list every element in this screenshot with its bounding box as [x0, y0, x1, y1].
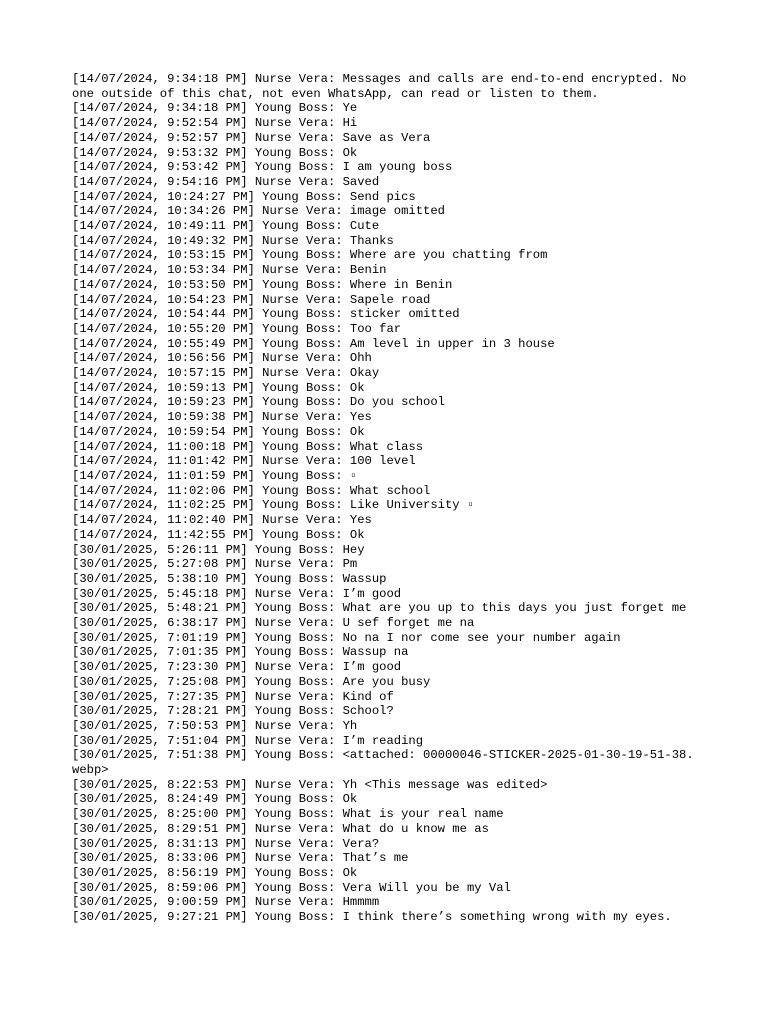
chat-message-line: [14/07/2024, 10:55:20 PM] Young Boss: Too far — [72, 321, 402, 336]
chat-message-line: [30/01/2025, 5:27:08 PM] Nurse Vera: Pm — [72, 557, 358, 572]
chat-message-line: [14/07/2024, 9:34:18 PM] Nurse Vera: Messages and calls are end-to-end encrypted. No one outside of this chat, not even WhatsApp, can read or listen to them. — [72, 72, 694, 101]
chat-message-line: [30/01/2025, 8:33:06 PM] Nurse Vera: That’s me — [72, 851, 409, 866]
chat-message-line: [14/07/2024, 11:42:55 PM] Young Boss: Ok — [72, 527, 365, 542]
chat-message-line: [30/01/2025, 7:27:35 PM] Nurse Vera: Kind of — [72, 689, 394, 704]
chat-message-line: [30/01/2025, 8:25:00 PM] Young Boss: What is your real name — [72, 807, 504, 822]
chat-message-line: [14/07/2024, 10:34:26 PM] Nurse Vera: image omitted — [72, 204, 445, 219]
chat-message-line: [14/07/2024, 10:57:15 PM] Nurse Vera: Okay — [72, 366, 380, 381]
chat-message-line: [30/01/2025, 8:56:19 PM] Young Boss: Ok — [72, 865, 358, 880]
chat-message-line: [30/01/2025, 8:59:06 PM] Young Boss: Vera Will you be my Val — [72, 880, 511, 895]
chat-message-line: [14/07/2024, 10:49:32 PM] Nurse Vera: Thanks — [72, 233, 394, 248]
chat-message-line: [14/07/2024, 11:02:25 PM] Young Boss: Like University ▫ — [72, 498, 475, 513]
chat-message-line: [14/07/2024, 9:34:18 PM] Young Boss: Ye — [72, 101, 358, 116]
chat-message-line: [14/07/2024, 10:54:23 PM] Nurse Vera: Sapele road — [72, 292, 431, 307]
chat-message-line: [14/07/2024, 10:59:38 PM] Nurse Vera: Yes — [72, 410, 372, 425]
chat-message-line: [30/01/2025, 7:23:30 PM] Nurse Vera: I’m good — [72, 660, 402, 675]
chat-message-line: [30/01/2025, 7:28:21 PM] Young Boss: School? — [72, 704, 394, 719]
chat-message-line: [30/01/2025, 7:01:35 PM] Young Boss: Wassup na — [72, 645, 409, 660]
chat-message-line: [14/07/2024, 10:53:34 PM] Nurse Vera: Benin — [72, 263, 387, 278]
chat-message-line: [30/01/2025, 6:38:17 PM] Nurse Vera: U sef forget me na — [72, 616, 475, 631]
chat-message-line: [14/07/2024, 9:53:42 PM] Young Boss: I am young boss — [72, 160, 453, 175]
chat-message-line: [14/07/2024, 10:24:27 PM] Young Boss: Send pics — [72, 189, 416, 204]
chat-message-line: [14/07/2024, 11:01:59 PM] Young Boss: ▫ — [72, 468, 358, 483]
chat-message-line: [14/07/2024, 10:55:49 PM] Young Boss: Am level in upper in 3 house — [72, 336, 555, 351]
chat-message-line: [30/01/2025, 5:45:18 PM] Nurse Vera: I’m good — [72, 586, 402, 601]
chat-message-line: [14/07/2024, 9:52:57 PM] Nurse Vera: Save as Vera — [72, 130, 431, 145]
chat-message-line: [30/01/2025, 9:27:21 PM] Young Boss: I think there’s something wrong with my eyes. — [72, 910, 672, 925]
chat-message-line: [14/07/2024, 10:59:13 PM] Young Boss: Ok — [72, 380, 365, 395]
chat-message-line: [30/01/2025, 7:50:53 PM] Nurse Vera: Yh — [72, 718, 358, 733]
chat-message-line: [30/01/2025, 7:01:19 PM] Young Boss: No na I nor come see your number again — [72, 630, 621, 645]
chat-message-line: [14/07/2024, 9:53:32 PM] Young Boss: Ok — [72, 145, 358, 160]
chat-message-line: [14/07/2024, 11:01:42 PM] Nurse Vera: 100 level — [72, 454, 416, 469]
chat-message-line: [30/01/2025, 5:48:21 PM] Young Boss: What are you up to this days you just forget me — [72, 601, 687, 616]
chat-message-line: [14/07/2024, 10:53:15 PM] Young Boss: Where are you chatting from — [72, 248, 548, 263]
chat-message-line: [30/01/2025, 7:51:38 PM] Young Boss: <attached: 00000046-STICKER-2025-01-30-19-51-38.webp> — [72, 748, 694, 778]
chat-message-line: [14/07/2024, 10:56:56 PM] Nurse Vera: Ohh — [72, 351, 372, 366]
chat-message-line: [14/07/2024, 10:59:23 PM] Young Boss: Do you school — [72, 395, 445, 410]
chat-message-line: [30/01/2025, 8:31:13 PM] Nurse Vera: Vera? — [72, 836, 380, 851]
chat-message-line: [14/07/2024, 11:00:18 PM] Young Boss: What class — [72, 439, 424, 454]
chat-message-line: [14/07/2024, 10:54:44 PM] Young Boss: sticker omitted — [72, 307, 460, 322]
chat-message-line: [30/01/2025, 7:25:08 PM] Young Boss: Are you busy — [72, 674, 431, 689]
chat-transcript — [72, 72, 696, 925]
chat-message-line: [14/07/2024, 9:52:54 PM] Nurse Vera: Hi — [72, 116, 358, 131]
chat-message-line: [14/07/2024, 9:54:16 PM] Nurse Vera: Saved — [72, 174, 380, 189]
chat-message-line: [30/01/2025, 5:38:10 PM] Young Boss: Wassup — [72, 571, 387, 586]
chat-message-line: [30/01/2025, 8:24:49 PM] Young Boss: Ok — [72, 792, 358, 807]
chat-message-line: [14/07/2024, 10:59:54 PM] Young Boss: Ok — [72, 424, 365, 439]
chat-message-line: [30/01/2025, 5:26:11 PM] Young Boss: Hey — [72, 542, 365, 557]
chat-message-line: [30/01/2025, 8:29:51 PM] Nurse Vera: What do u know me as — [72, 821, 489, 836]
chat-message-line: [14/07/2024, 10:49:11 PM] Young Boss: Cute — [72, 219, 380, 234]
chat-message-line: [30/01/2025, 7:51:04 PM] Nurse Vera: I’m reading — [72, 733, 424, 748]
chat-message-line: [30/01/2025, 9:00:59 PM] Nurse Vera: Hmmmm — [72, 895, 380, 910]
chat-message-line: [14/07/2024, 11:02:40 PM] Nurse Vera: Yes — [72, 513, 372, 528]
chat-message-line: [30/01/2025, 8:22:53 PM] Nurse Vera: Yh <This message was edited> — [72, 777, 548, 792]
chat-message-line: [14/07/2024, 10:53:50 PM] Young Boss: Where in Benin — [72, 277, 453, 292]
chat-message-line: [14/07/2024, 11:02:06 PM] Young Boss: What school — [72, 483, 431, 498]
